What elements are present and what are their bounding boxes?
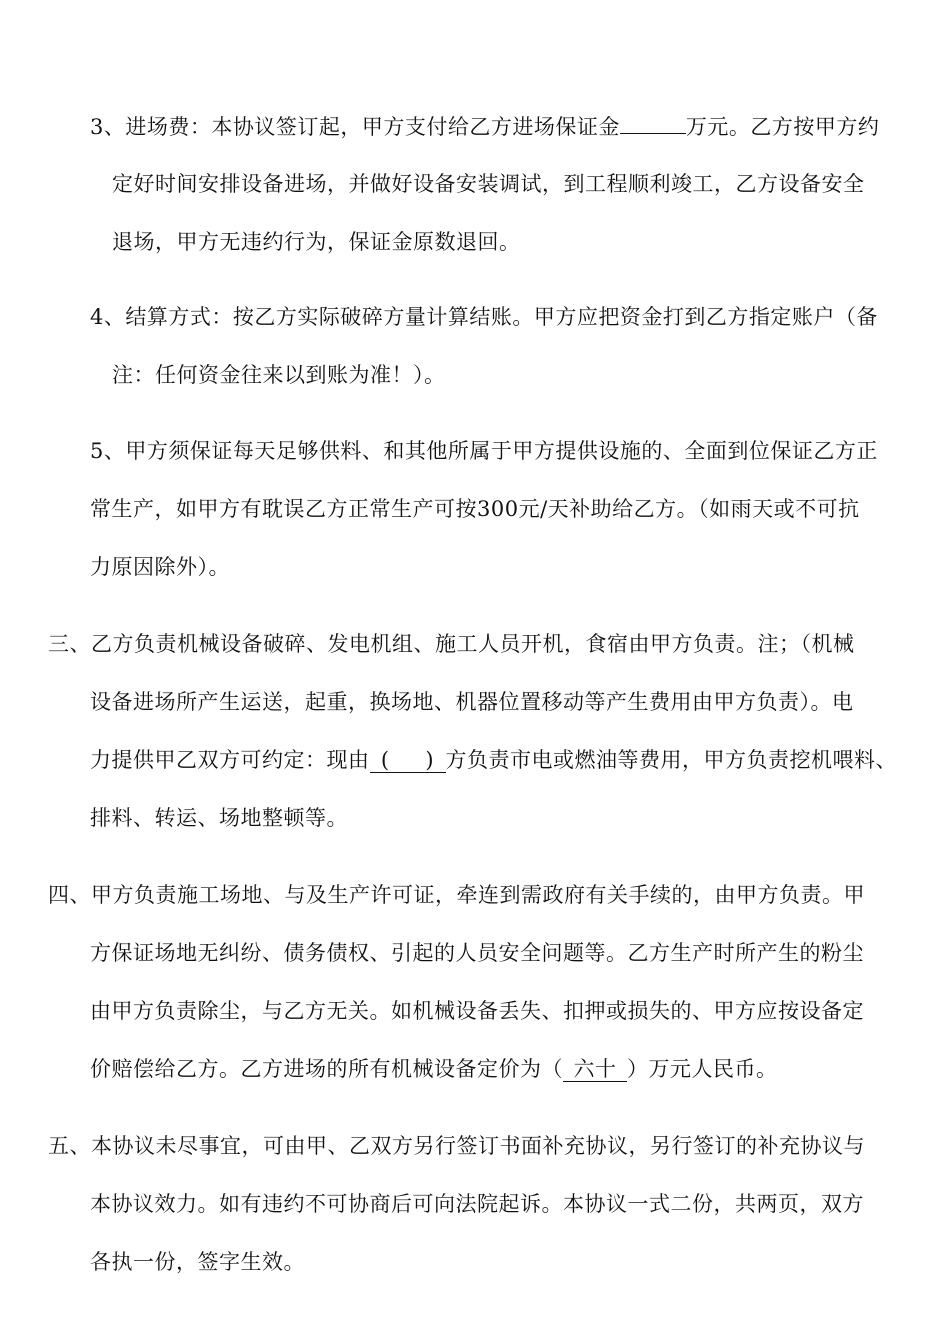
clause-4-line-1: 4、结算方式：按乙方实际破碎方量计算结账。甲方应把资金打到乙方指定账户（备 (90, 305, 878, 329)
section-4-line-4 (90, 1054, 778, 1084)
clause-5-line-3: 力原因除外）。 (90, 555, 230, 579)
section-3-line-1: 三、乙方负责机械设备破碎、发电机组、施工人员开机，食宿由甲方负责。注；（机械 (48, 632, 855, 656)
clause-3-line-2: 定好时间安排设备进场，并做好设备安装调试，到工程顺利竣工，乙方设备安全 (112, 172, 865, 196)
section-3-line-4: 排料、转运、场地整顿等。 (90, 806, 348, 830)
section-4-line-4-suffix: ）万元人民币。 (627, 1057, 778, 1081)
section-5-line-3: 各执一份，签字生效。 (90, 1250, 305, 1274)
section-4-line-3: 由甲方负责除尘，与乙方无关。如机械设备丢失、扣押或损失的、甲方应按设备定 (90, 999, 864, 1023)
section-4-line-4-text: 价赔偿给乙方。乙方进场的所有机械设备定价为（ (90, 1057, 563, 1081)
section-3-line-2: 设备进场所产生运送，起重，换场地、机器位置移动等产生费用由甲方负责）。电 (90, 690, 854, 714)
power-party-blank: ( ) (370, 748, 446, 773)
equipment-value-blank: 六十 (563, 1057, 627, 1082)
section-5-line-1: 五、本协议未尽事宜，可由甲、乙双方另行签订书面补充协议，另行签订的补充协议与 (48, 1134, 865, 1158)
clause-3-line-1 (90, 112, 879, 142)
section-3-line-3-suffix: 方负责市电或燃油等费用，甲方负责挖机喂料、 (445, 748, 897, 772)
section-3-line-3 (90, 745, 897, 775)
section-5-line-2: 本协议效力。如有违约不可协商后可向法院起诉。本协议一式二份，共两页，双方 (90, 1192, 864, 1216)
clause-3-line-3: 退场，甲方无违约行为，保证金原数退回。 (112, 230, 521, 254)
clause-3-line-1-suffix: 万元。乙方按甲方约 (685, 115, 880, 139)
section-4-line-2: 方保证场地无纠纷、债务债权、引起的人员安全问题等。乙方生产时所产生的粉尘 (90, 941, 864, 965)
deposit-amount-blank (620, 133, 686, 134)
clause-5-line-2: 常生产，如甲方有耽误乙方正常生产可按300元/天补助给乙方。（如雨天或不可抗 (90, 497, 860, 521)
section-3-line-3-text: 力提供甲乙双方可约定：现由 (90, 748, 370, 772)
clause-3-line-1-text: 3、进场费：本协议签订起，甲方支付给乙方进场保证金 (90, 115, 620, 139)
clause-5-line-1: 5、甲方须保证每天足够供料、和其他所属于甲方提供设施的、全面到位保证乙方正 (90, 439, 878, 463)
clause-4-line-2: 注：任何资金往来以到账为准！）。 (112, 363, 446, 387)
section-4-line-1: 四、甲方负责施工场地、与及生产许可证，牵连到需政府有关手续的，由甲方负责。甲 (48, 883, 865, 907)
